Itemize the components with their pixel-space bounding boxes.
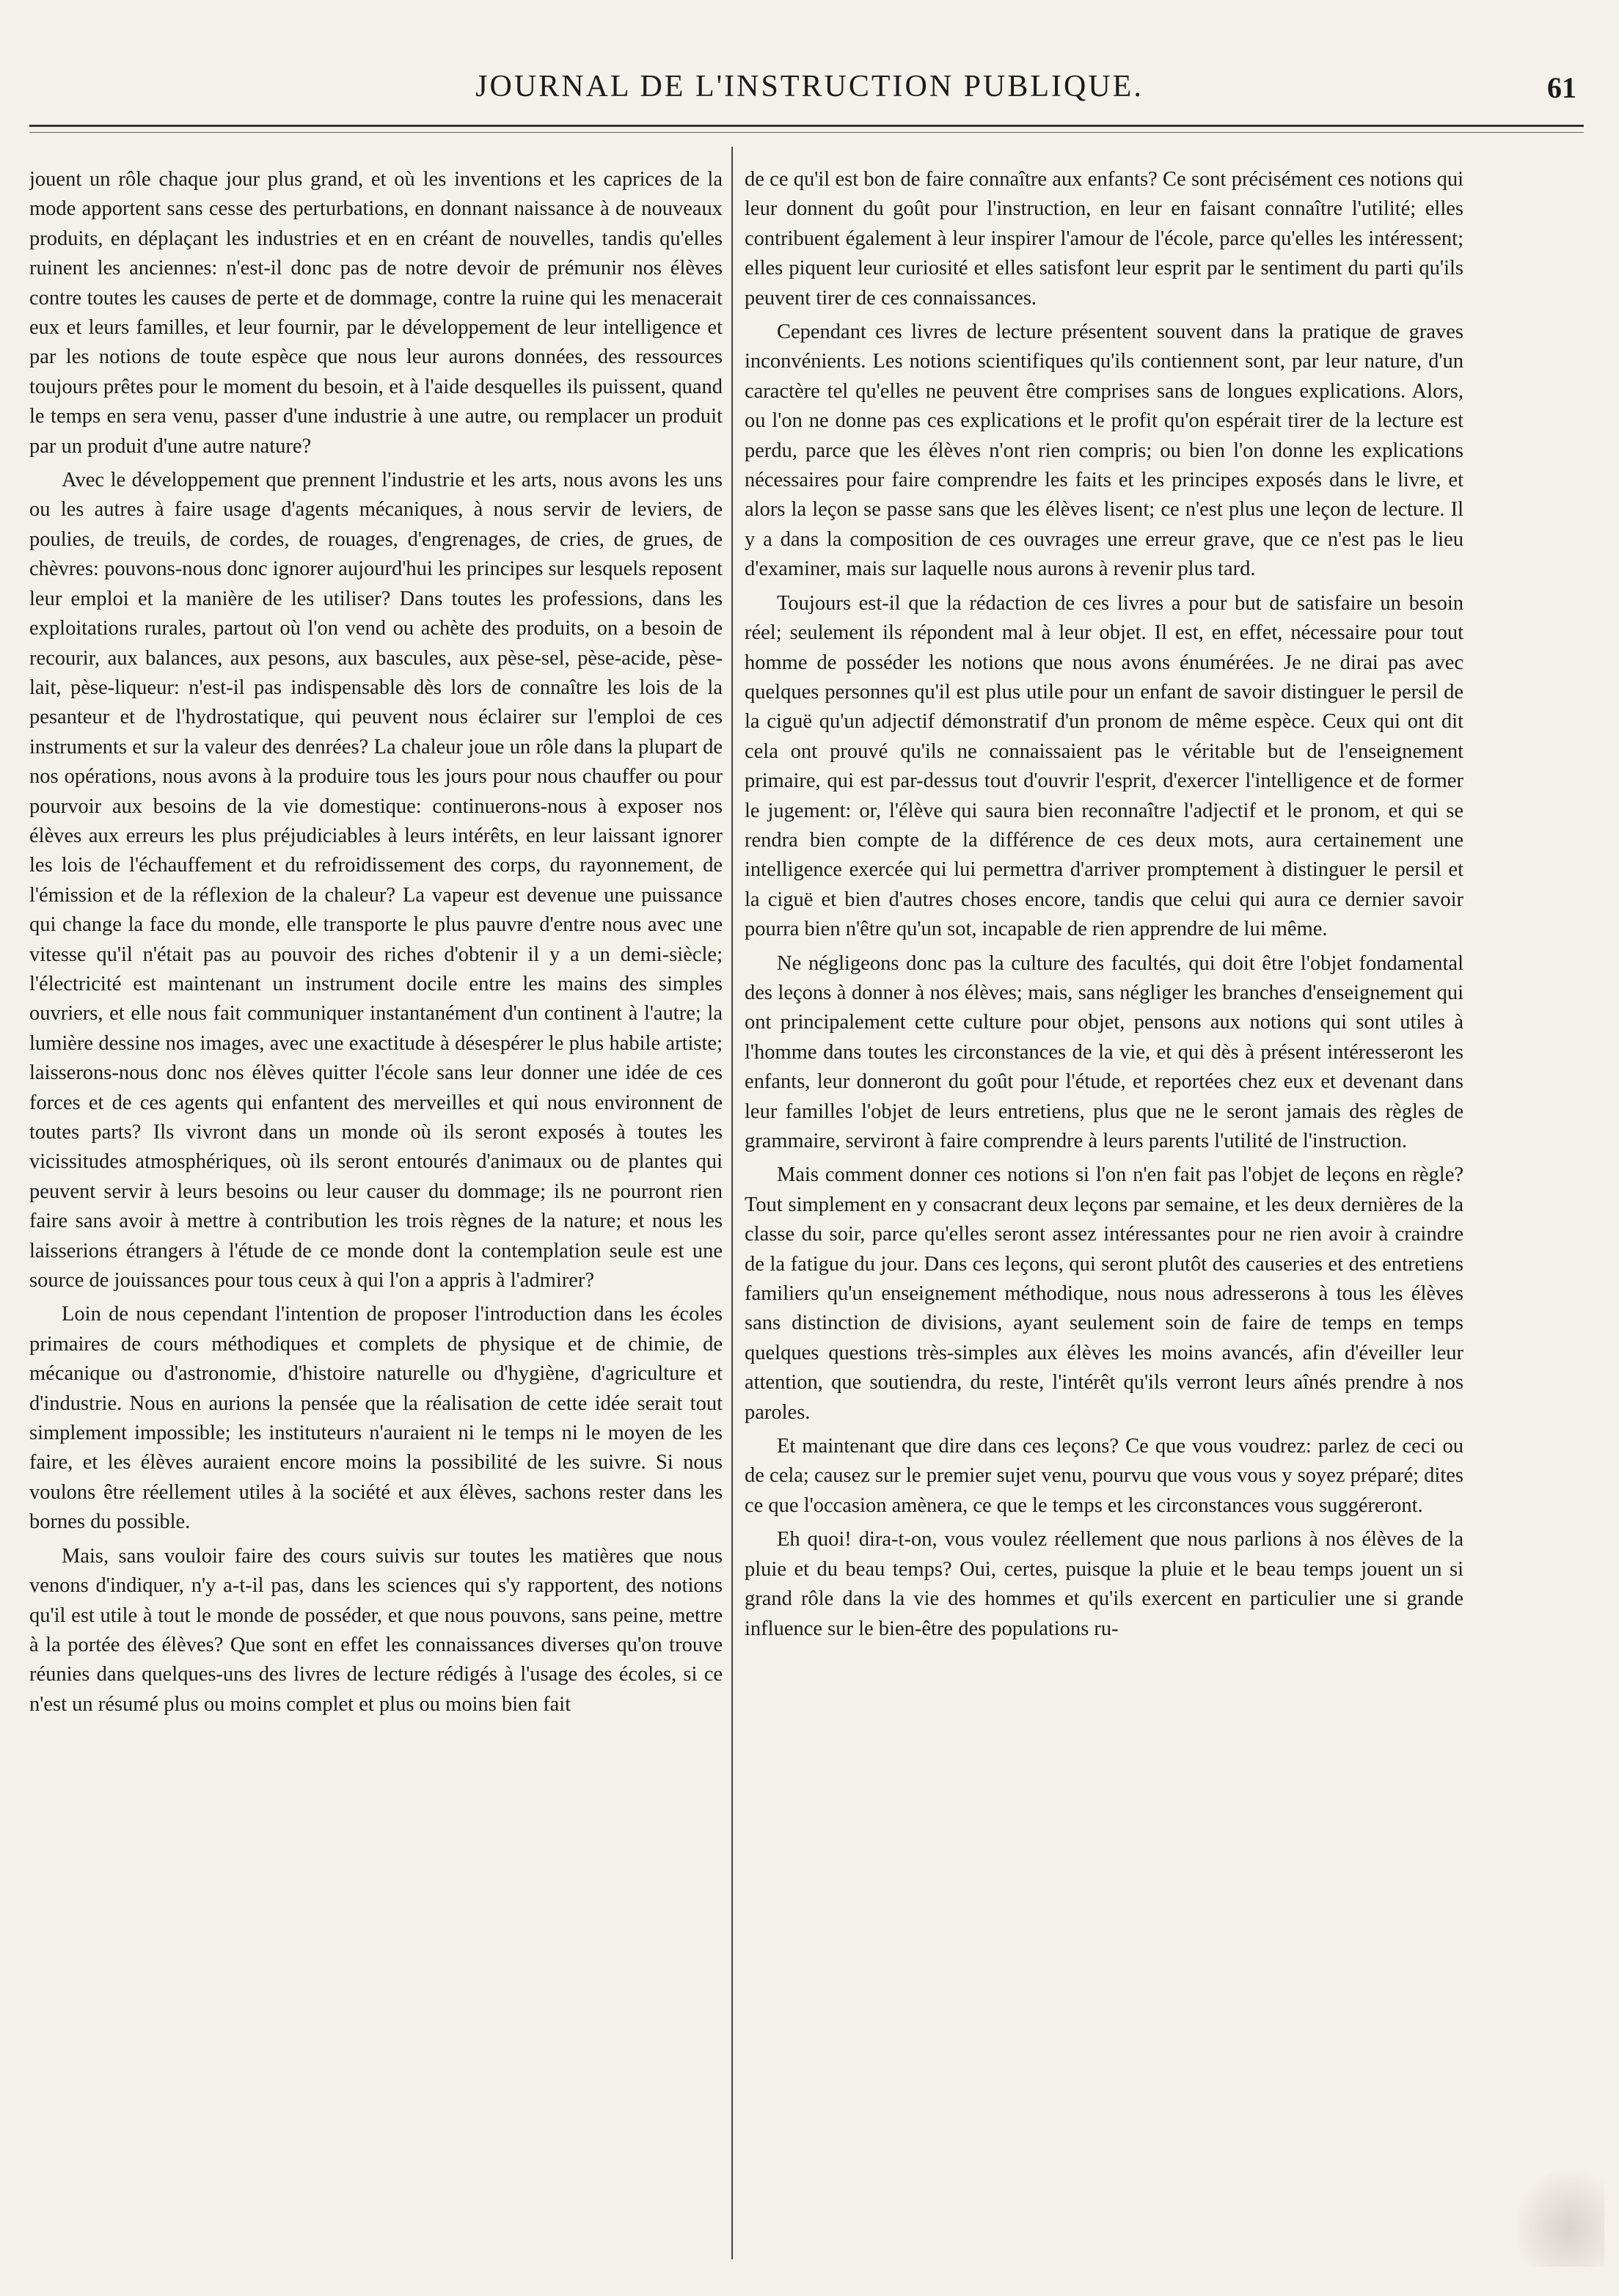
header-rule-thin <box>29 132 1584 133</box>
page-header <box>29 65 1590 116</box>
page-number: 61 <box>1547 71 1576 104</box>
paragraph: Et maintenant que dire dans ces leçons? Ce que vous voudrez: parlez de ceci ou de cela; causez sur le premier sujet venu, pourvu que vous vous y soyez préparé; dites ce que l'occasion amènera, ce que le temps et les circonstances vous suggéreront. <box>745 1435 1463 1517</box>
paragraph: jouent un rôle chaque jour plus grand, et où les inventions et les caprices de la mode apportent sans cesse des perturbations, en donnant naissance à de nouveaux produits, en déplaçant les industries et en en créant de nouvelles, tandis qu'elles ruinent les anciennes: n'est-il donc pas de notre devoir de prémunir nos élèves contre toutes les causes de perte et de dommage, contre la ruine qui les menacerait eux et leurs familles, et leur fournir, par le développement de leur intelligence et par les notions de toute espèce que nous leur aurons données, des ressources toujours prêtes pour le moment du besoin, et à l'aide desquelles ils puissent, quand le temps en sera venu, passer d'une industrie à une autre, ou remplacer un produit par un produit d'une autre nature? <box>29 168 723 458</box>
header-rule <box>29 125 1584 127</box>
paragraph: Ne négligeons donc pas la culture des facultés, qui doit être l'objet fondamental des leçons à donner à nos élèves; mais, sans négliger les branches d'enseignement qui ont principalement cette culture pour objet, pensons aux notions qui sont utiles à l'homme dans toutes les circonstances de la vie, et qui dès à présent intéresseront les enfants, leur donneront du goût pour l'étude, et reportées chez eux et devenant dans leur familles l'objet de leurs entretiens, plus que ne le seront jamais des règles de grammaire, serviront à faire comprendre à leurs parents l'utilité de l'instruction. <box>745 951 1463 1152</box>
paragraph: Avec le développement que prennent l'industrie et les arts, nous avons les uns ou les autres à faire usage d'agents mécaniques, à nous servir de leviers, de poulies, de treuils, de cordes, de rouages, d'engrenages, de cries, de grues, de chèvres: pouvons-nous donc ignorer aujourd'hui les principes sur lesquels reposent leur emploi et la manière de les utiliser? Dans toutes les professions, dans les exploitations rurales, partout où l'on vend ou achète des produits, on a besoin de recourir, aux balances, aux pesons, aux bascules, aux pèse-sel, pèse-acide, pèse-lait, pèse-liqueur: n'est-il pas indispensable dès lors de connaître les lois de la pesanteur et de l'hydrostatique, qui peuvent nous éclairer sur l'emploi de ces instruments et sur la valeur des denrées? La chaleur joue un rôle dans la plupart de nos opérations, nous avons à la produire tous les jours pour nous chauffer ou pour pourvoir aux besoins de la vie domestique: continuerons-nous à exposer nos élèves aux erreurs les plus préjudiciables à leurs intérêts, en leur laissant ignorer les lois de l'échauffement et du refroidissement des corps, du rayonnement, de l'émission et de la réflexion de la chaleur? La vapeur est devenue une puissance qui change la face du monde, elle transporte le plus pauvre d'entre nous avec une vitesse qu'il n'était pas au pouvoir des riches d'obtenir il y a un demi-siècle; l'électricité est maintenant un instrument docile entre les mains des simples ouvriers, et elle nous fait communiquer instantanément d'un continent à l'autre; la lumière dessine nos images, avec une exactitude à désespérer le plus habile artiste; laisserons-nous donc nos élèves quitter l'école sans leur donner une idée de ces forces et de ces agents qui enfantent des merveilles et qui nous environnent de toutes parts? Ils vivront dans un monde où ils seront exposés à toutes les vicissitudes atmosphériques, où ils seront entourés d'animaux ou de plantes qui peuvent servir à leurs besoins ou leur causer du dommage; ils ne pourront rien faire sans avoir à mettre à contribution les trois règnes de la nature; et nous les laisserions étrangers à l'étude de ce monde dont la contemplation seule est une source de jouissances pour tous ceux à qui l'on a appris à l'admirer? <box>29 469 723 1293</box>
paper-stain <box>1516 2171 1604 2267</box>
paragraph: Mais comment donner ces notions si l'on n'en fait pas l'objet de leçons en règle? Tout simplement en y consacrant deux leçons par semaine, et les deux dernières de la classe du soir, parce qu'elles seront assez intéressantes pour ne rien avoir à craindre de la fatigue du jour. Dans ces leçons, qui seront plutôt des causeries et des entretiens familiers qu'un enseignement méthodique, nous nous adresserons à tous les élèves sans distinction de divisions, ayant seulement soin de faire de temps en temps quelques questions très-simples aux élèves les moins avancés, afin d'éveiller leur attention, que soutiendra, du reste, l'intérêt qu'ils verront leurs aînés prendre à nos paroles. <box>745 1163 1463 1424</box>
column-divider <box>731 147 733 2259</box>
paragraph: Cependant ces livres de lecture présentent souvent dans la pratique de graves inconvénients. Les notions scientifiques qu'ils contiennent sont, par leur nature, d'un caractère tel qu'elles ne peuvent être comprises sans de longues explications. Alors, ou l'on ne donne pas ces explications et le profit qu'on espérait tirer de la lecture est perdu, parce que les élèves n'ont rien compris; ou bien l'on donne les explications nécessaires pour faire comprendre les faits et les principes exposés dans le livre, et alors la leçon se passe sans que les élèves lisent; ce n'est plus une leçon de lecture. Il y a dans la composition de ces ouvrages une erreur grave, que ce n'est pas le lieu d'examiner, mais sur laquelle nous aurons à revenir plus tard. <box>745 321 1463 581</box>
paragraph: Eh quoi! dira-t-on, vous voulez réellement que nous parlions à nos élèves de la pluie et du beau temps? Oui, certes, puisque la pluie et le beau temps jouent un si grand rôle dans la vie des hommes et qu'ils exercent en particulier une si grande influence sur le bien-être des populations ru- <box>745 1528 1463 1640</box>
paragraph: de ce qu'il est bon de faire connaître aux enfants? Ce sont précisément ces notions qui leur donnent du goût pour l'instruction, en leur en faisant connaître l'utilité; elles contribuent également à leur inspirer l'amour de l'école, parce qu'elles les intéressent; elles piquent leur curiosité et elles satisfont leur esprit par le sentiment du parti qu'ils peuvent tirer de ces connaissances. <box>745 168 1463 310</box>
running-title: JOURNAL DE L'INSTRUCTION PUBLIQUE. <box>475 70 1144 103</box>
paragraph: Loin de nous cependant l'intention de proposer l'introduction dans les écoles primaires de cours méthodiques et complets de physique et de chimie, de mécanique ou d'astronomie, d'histoire naturelle ou d'hygiène, d'agriculture et d'industrie. Nous en aurions la pensée que la réalisation de cette idée serait tout simplement impossible; les instituteurs n'auraient ni le temps ni le moyen de les faire, et les élèves auraient encore moins la possibilité de les suivre. Si nous voulons être réellement utiles à la société et aux élèves, sachons rester dans les bornes du possible. <box>29 1303 723 1534</box>
paragraph: Mais, sans vouloir faire des cours suivis sur toutes les matières que nous venons d'indiquer, n'y a-t-il pas, dans les sciences qui s'y rapportent, des notions qu'il est utile à tout le monde de posséder, et que nous pouvons, sans peine, mettre à la portée des élèves? Que sont en effet les connaissances diverses qu'on trouve réunies dans quelques-uns des livres de lecture rédigés à l'usage des écoles, si ce n'est un résumé plus ou moins complet et plus ou moins bien fait <box>29 1544 723 1716</box>
left-column <box>29 165 723 2278</box>
right-column <box>745 165 1463 2278</box>
paragraph: Toujours est-il que la rédaction de ces livres a pour but de satisfaire un besoin réel; seulement ils répondent mal à leur objet. Il est, en effet, nécessaire pour tout homme de posséder les notions que nous avons énumérées. Je ne dirai pas avec quelques personnes qu'il est plus utile pour un enfant de savoir distinguer le persil de la ciguë qu'un adjectif démonstratif d'un pronom de même espèce. Ceux qui ont dit cela ont prouvé qu'ils ne connaissaient pas le véritable but de l'enseignement primaire, qui est par-dessus tout d'ouvrir l'esprit, d'exercer l'intelligence et de former le jugement: or, l'élève qui saura bien reconnaître l'adjectif et le pronom, et qui se rendra bien compte de la différence de ces deux mots, aura certainement une intelligence exercée qui lui permettra d'arriver promptement à distinguer le persil et la ciguë et bien d'autres choses encore, tandis que celui qui aura ce dernier savoir pourra bien n'être qu'un sot, incapable de rien apprendre de lui même. <box>745 591 1463 941</box>
